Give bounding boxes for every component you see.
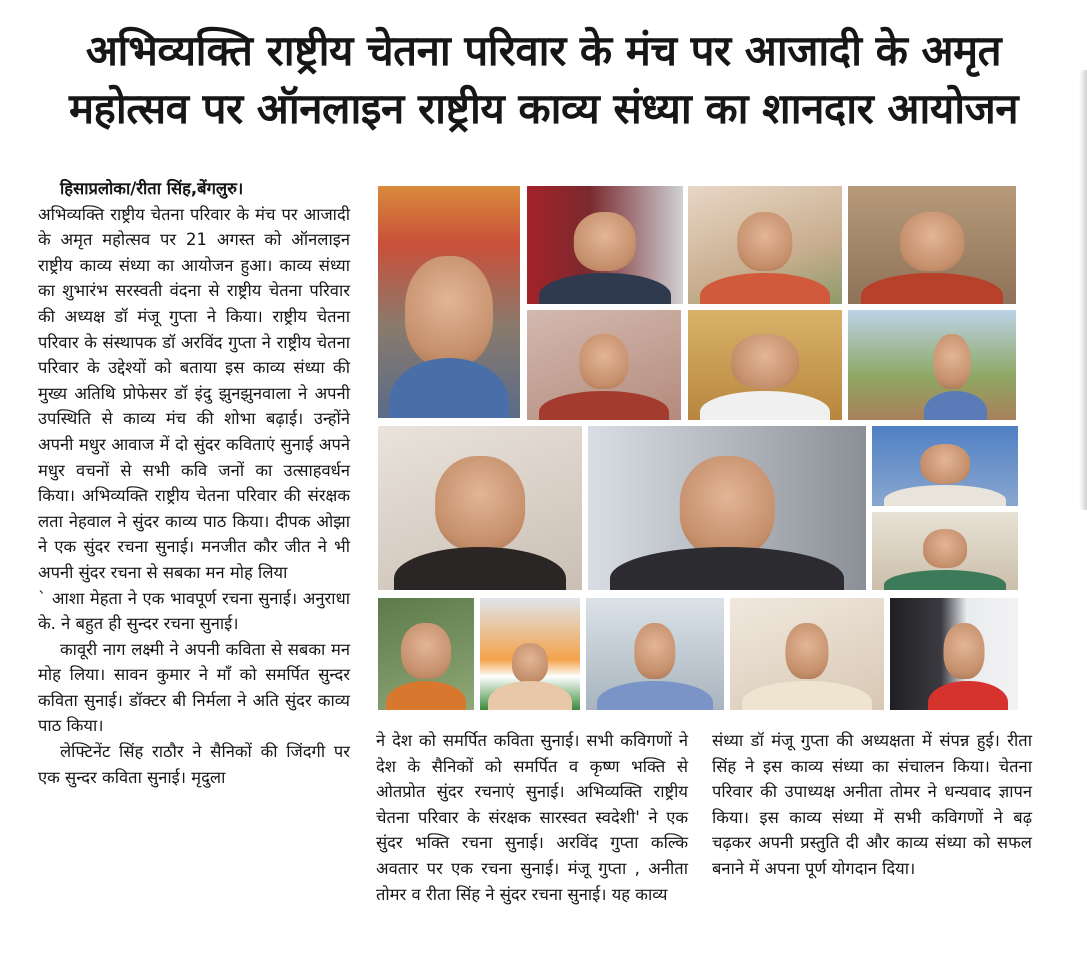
participant-photo <box>730 598 884 710</box>
paragraph: संध्या डॉ मंजू गुप्ता की अध्यक्षता में संपन्न हुई। रीता सिंह ने इस काव्य संध्या का संचालन किया। चेतना परिवार की उपाध्यक्ष अनीता तोमर ने धन्यवाद ज्ञापन किया। इस काव्य संध्या में सभी कविगणों ने बढ़ चढ़कर अपनी प्रस्तुति दी और काव्य संध्या को सफल बनाने में अपना पूर्ण योगदान दिया। <box>712 731 1032 878</box>
dateline: हिसाप्रलोका/रीता सिंह,बेंगलुरु। <box>60 179 244 198</box>
participant-photo <box>848 186 1016 304</box>
paragraph: अभिव्यक्ति राष्ट्रीय चेतना परिवार के मंच पर आजादी के अमृत महोत्सव पर 21 अगस्त को ऑनलाइन राष्ट्रीय काव्य संध्या का आयोजन हुआ। काव्य संध्या का शुभारंभ सरस्वती वंदना से राष्ट्रीय चेतना परिवार की अध्यक्ष डॉ मंजू गुप्ता ने किया। राष्ट्रीय चेतना परिवार के संस्थापक डॉ अरविंद गुप्ता ने राष्ट्रीय चेतना परिवार के उद्देश्यों को बताया इस काव्य संध्या की मुख्य अतिथि प्रोफेसर डॉ इंदु झुनझुनवाला ने अपनी उपस्थिति से काव्य मंच की शोभा बढ़ाई। उन्होंने अपनी मधुर आवाज में दो सुंदर कविताएं सुनाई अपने मधुर वचनों से सभी कवि जनों का उत्साहवर्धन किया। अभिव्यक्ति राष्ट्रीय चेतना परिवार की संरक्षक लता नेहवाल ने सुंदर काव्य पाठ किया। दीपक ओझा ने एक सुंदर रचना सुनाई। मनजीत कौर जीत ने भी अपनी सुंदर रचना से सबका मन मोह लिया <box>38 204 350 582</box>
headline-line-2: महोत्सव पर ऑनलाइन राष्ट्रीय काव्य संध्या का शानदार आयोजन <box>68 84 1019 133</box>
participant-photo <box>872 426 1018 506</box>
participant-photo <box>688 310 842 420</box>
participant-photo <box>378 426 582 590</box>
participant-photo <box>527 186 683 304</box>
paragraph: ने देश को समर्पित कविता सुनाई। सभी कविगणों ने देश के सैनिकों को समर्पित व कृष्ण भक्ति से ओतप्रोत सुंदर रचनाएं सुनाई। अभिव्यक्ति राष्ट्रीय चेतना परिवार के संरक्षक सारस्वत स्वदेशी' ने एक सुंदर भक्ति रचना सुनाई। अरविंद गुप्ता कल्कि अवतार पर एक रचना सुनाई। मंजू गुप्ता , अनीता तोमर व रीता सिंह ने सुंदर रचना सुनाई। यह काव्य <box>376 731 688 904</box>
participant-photo <box>848 310 1016 420</box>
participant-photo <box>688 186 842 304</box>
paragraph: कावूरी नाग लक्ष्मी ने अपनी कविता से सबका मन मोह लिया। सावन कुमार ने माँ को समर्पित सुन्दर कविता सुनाई। डॉक्टर बी निर्मला ने अति सुंदर काव्य पाठ किया। <box>38 639 350 736</box>
article-headline <box>0 22 1087 138</box>
participant-photo <box>872 512 1018 590</box>
participant-photo <box>378 186 520 418</box>
article-column-1 <box>38 176 350 790</box>
participant-photo <box>480 598 580 710</box>
article-column-2 <box>376 728 688 907</box>
page-edge-shadow <box>1079 70 1087 510</box>
article-column-3 <box>712 728 1032 882</box>
headline-line-1: अभिव्यक्ति राष्ट्रीय चेतना परिवार के मंच पर आजादी के अमृत <box>85 26 1002 75</box>
participant-photo <box>378 598 474 710</box>
participant-photo <box>586 598 724 710</box>
paragraph: लेफ्टिनेंट सिंह राठौर ने सैनिकों की जिंदगी पर एक सुन्दर कविता सुनाई। मृदुला <box>38 742 350 787</box>
paragraph: ` आशा मेहता ने एक भावपूर्ण रचना सुनाई। अनुराधा के. ने बहुत ही सुन्दर रचना सुनाई। <box>38 588 350 634</box>
participant-photo <box>588 426 866 590</box>
participant-photo <box>890 598 1018 710</box>
participant-photo <box>527 310 681 420</box>
